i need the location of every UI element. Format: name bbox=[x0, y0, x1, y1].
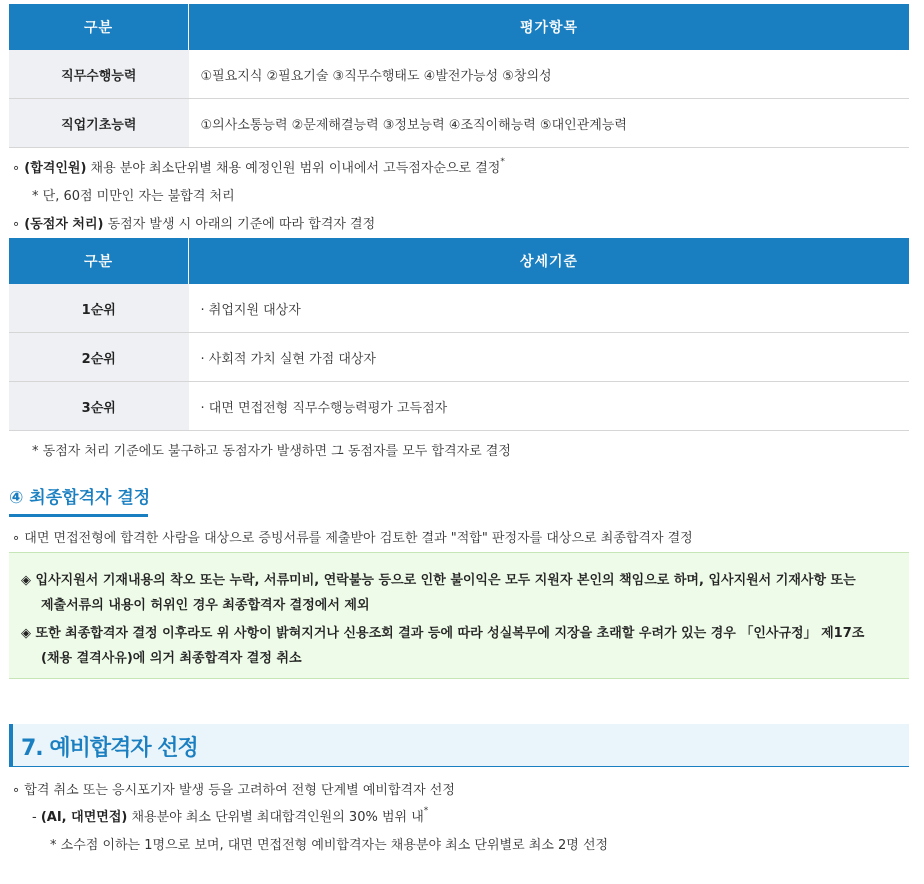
tie-line bbox=[12, 213, 375, 232]
row-value: · 취업지원 대상자 bbox=[189, 284, 910, 333]
tie-text: 동점자 발생 시 아래의 기준에 따라 합격자 결정 bbox=[103, 217, 376, 232]
header-category: 구분 bbox=[9, 4, 189, 50]
final-line bbox=[12, 527, 693, 546]
section-7-header bbox=[9, 724, 909, 767]
row-label: 직업기초능력 bbox=[9, 99, 189, 148]
row-label: 2순위 bbox=[9, 333, 189, 382]
pass-note: * 단, 60점 미만인 자는 불합격 처리 bbox=[32, 189, 235, 204]
bullet: ∘ bbox=[12, 531, 21, 546]
reserve-sub-line bbox=[32, 806, 428, 825]
notice-line: ◈ 또한 최종합격자 결정 이후라도 위 사항이 밝혀지거나 신용조회 결과 등에 따라 성실복무에 지장을 초래할 우려가 있는 경우 「인사규정」 제17조 bbox=[21, 626, 865, 641]
pass-title: (합격인원) bbox=[24, 161, 87, 176]
tie-title: (동점자 처리) bbox=[24, 217, 104, 232]
row-value: ①의사소통능력 ②문제해결능력 ③정보능력 ④조직이해능력 ⑤대인관계능력 bbox=[189, 99, 910, 148]
reserve-note: * 소수점 이하는 1명으로 보며, 대면 면접전형 예비합격자는 채용분야 최소 단위별로 최소 2명 선정 bbox=[50, 838, 609, 853]
row-label: 직무수행능력 bbox=[9, 50, 189, 99]
header-eval-items: 평가항목 bbox=[189, 4, 910, 50]
header-category: 구분 bbox=[9, 238, 189, 284]
table-row bbox=[9, 284, 909, 333]
reserve-line bbox=[12, 779, 455, 798]
notice-line: (채용 결격사유)에 의거 최종합격자 결정 취소 bbox=[41, 651, 302, 666]
row-value: ①필요지식 ②필요기술 ③직무수행태도 ④발전가능성 ⑤창의성 bbox=[189, 50, 910, 99]
bullet: ∘ bbox=[12, 217, 21, 232]
notice-line: 제출서류의 내용이 허위인 경우 최종합격자 결정에서 제외 bbox=[41, 598, 370, 613]
header-accent-bar bbox=[9, 724, 13, 766]
bullet: ∘ bbox=[12, 161, 21, 176]
pass-criteria-line bbox=[12, 157, 505, 176]
reserve-text: 합격 취소 또는 응시포기자 발생 등을 고려하여 전형 단계별 예비합격자 선정 bbox=[24, 783, 455, 798]
table-row bbox=[9, 50, 909, 99]
notice-line: ◈ 입사지원서 기재내용의 착오 또는 누락, 서류미비, 연락불능 등으로 인한 불이익은 모두 지원자 본인의 책임으로 하며, 입사지원서 기재사항 또는 bbox=[21, 573, 856, 588]
table-row bbox=[9, 382, 909, 431]
section-7-title: 7. 예비합격자 선정 bbox=[21, 736, 198, 761]
dash: - bbox=[32, 810, 37, 825]
header-details: 상세기준 bbox=[189, 238, 910, 284]
table-row bbox=[9, 333, 909, 382]
section-title-final: ④ 최종합격자 결정 bbox=[9, 483, 148, 517]
reserve-sub-text: 채용분야 최소 단위별 최대합격인원의 30% 범위 내 bbox=[127, 810, 424, 825]
table-header-row bbox=[9, 4, 909, 50]
tie-note: * 동점자 처리 기준에도 불구하고 동점자가 발생하면 그 동점자를 모두 합격자로 결정 bbox=[32, 444, 511, 459]
notice-box bbox=[9, 552, 909, 679]
tie-criteria-table bbox=[9, 238, 909, 431]
table-header-row bbox=[9, 238, 909, 284]
pass-text: 채용 분야 최소단위별 채용 예정인원 범위 이내에서 고득점자순으로 결정 bbox=[86, 161, 501, 176]
bullet: ∘ bbox=[12, 783, 21, 798]
evaluation-table bbox=[9, 4, 909, 148]
footnote-mark: * bbox=[423, 806, 429, 816]
row-label: 3순위 bbox=[9, 382, 189, 431]
table-row bbox=[9, 99, 909, 148]
row-value: · 대면 면접전형 직무수행능력평가 고득점자 bbox=[189, 382, 910, 431]
footnote-mark: * bbox=[500, 157, 505, 167]
row-label: 1순위 bbox=[9, 284, 189, 333]
reserve-sub-title: (AI, 대면면접) bbox=[40, 810, 128, 825]
row-value: · 사회적 가치 실현 가점 대상자 bbox=[189, 333, 910, 382]
final-text: 대면 면접전형에 합격한 사람을 대상으로 증빙서류를 제출받아 검토한 결과 "적합" 판정자를 대상으로 최종합격자 결정 bbox=[24, 531, 693, 546]
